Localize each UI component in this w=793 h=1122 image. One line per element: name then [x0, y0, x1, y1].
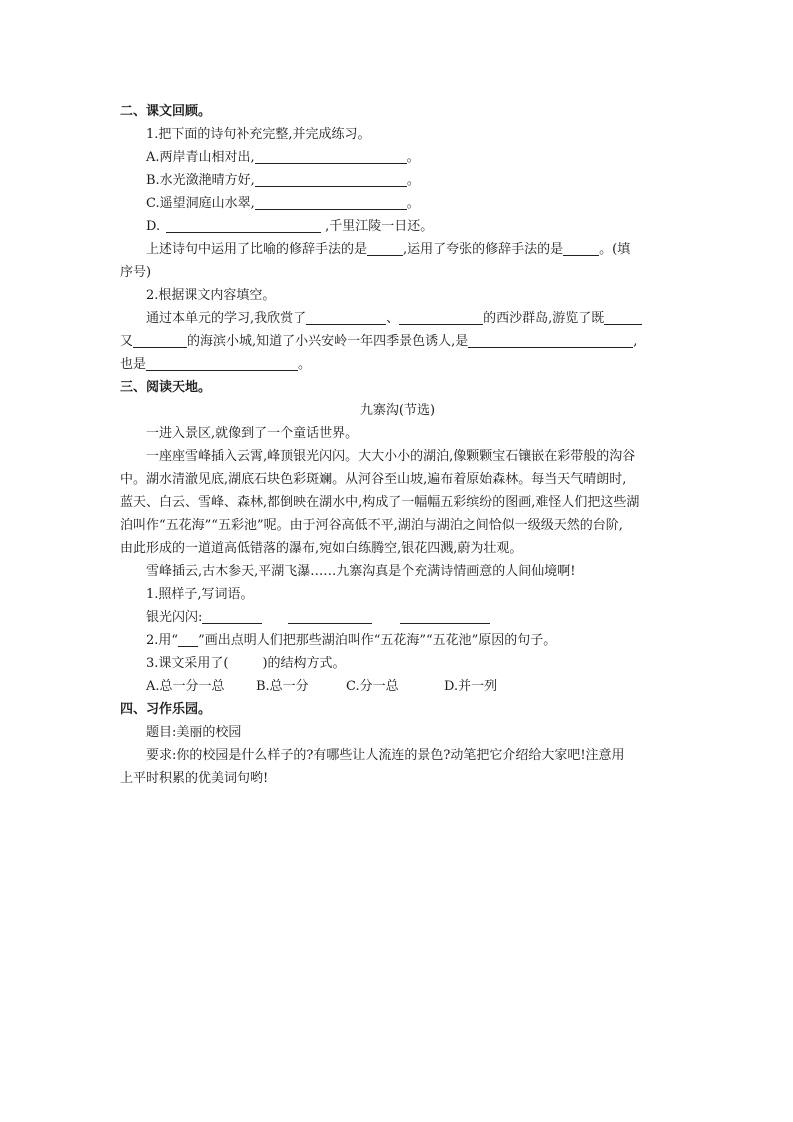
hyperbole-blank[interactable]	[563, 240, 599, 256]
option-d[interactable]: D.并一列	[444, 679, 498, 694]
article-title: 九寨沟(节选)	[359, 403, 436, 418]
poem-c-period: 。	[406, 196, 420, 211]
section-4-title: 四、习作乐园。	[120, 702, 212, 717]
q2-p2: 、	[386, 311, 400, 326]
q2-line-2	[120, 330, 675, 353]
word-blank-3[interactable]	[400, 608, 490, 624]
q2-blank-4[interactable]	[133, 332, 187, 348]
poem-d-prefix: D.	[146, 219, 161, 234]
reading-q1-line	[120, 606, 675, 629]
reading-q2-line	[120, 629, 675, 652]
poem-c-blank[interactable]	[255, 194, 407, 210]
article-para-2-line-4: 泊叫作“五花海”“五彩池”呢。由于河谷高低不平,湖泊与湖泊之间恰似一级级天然的台阶,	[120, 518, 623, 533]
rhetoric-q-part3: 。(填	[599, 242, 631, 257]
option-b[interactable]: B.总一分	[256, 679, 309, 694]
q2-blank-1[interactable]	[306, 309, 386, 325]
article-para-3: 雪峰插云,古木参天,平湖飞瀑……九寨沟真是个充满诗情画意的人间仙境啊!	[146, 564, 576, 579]
poem-line-c	[120, 192, 675, 215]
worksheet-page	[120, 100, 675, 790]
q2-p7: 也是	[120, 357, 147, 372]
reading-q3-before: 3.课文采用了(	[146, 656, 229, 671]
section-3-title: 三、阅读天地。	[120, 380, 212, 395]
q2-p8: 。	[298, 357, 312, 372]
poem-line-d	[120, 215, 675, 238]
q2-blank-2[interactable]	[399, 309, 483, 325]
option-a[interactable]: A.总一分一总	[146, 679, 225, 694]
q2-blank-3[interactable]	[604, 309, 642, 325]
rhetoric-q-part1: 上述诗句中运用了比喻的修辞手法的是	[146, 242, 368, 257]
reading-q3-options	[120, 675, 675, 698]
poem-b-blank[interactable]	[255, 171, 407, 187]
q2-line-3	[120, 353, 675, 376]
article-para-2-line-2: 中。湖水清澈见底,湖底石块色彩斑斓。从河谷至山坡,遍布着原始森林。每当天气晴朗时,	[120, 472, 627, 487]
article-para-2-line-5: 由此形成的一道道高低错落的瀑布,宛如白练腾空,银花四溅,蔚为壮观。	[120, 541, 523, 556]
rhetoric-question-line-2: 序号)	[120, 265, 152, 280]
section-2-title: 二、课文回顾。	[120, 104, 212, 119]
underline-sample	[178, 633, 198, 647]
q2-p5: 的海滨小城,知道了小兴安岭一年四季景色诱人,是	[187, 334, 469, 349]
q2-blank-5[interactable]	[468, 332, 633, 348]
poem-c-text: C.遥望洞庭山水翠,	[146, 196, 255, 211]
rhetoric-question-line	[120, 238, 675, 261]
q2-p1: 通过本单元的学习,我欣赏了	[146, 311, 307, 326]
q2-blank-6[interactable]	[146, 355, 298, 371]
poem-d-suffix: ,千里江陵一日还。	[325, 219, 434, 234]
article-para-1: 一进入景区,就像到了一个童话世界。	[146, 426, 359, 441]
q2-line-1	[120, 307, 675, 330]
metaphor-blank[interactable]	[367, 240, 403, 256]
poem-b-text: B.水光潋滟晴方好,	[146, 173, 255, 188]
rhetoric-q-part2: ,运用了夸张的修辞手法的是	[403, 242, 564, 257]
poem-b-period: 。	[406, 173, 420, 188]
q2-p3: 的西沙群岛,游览了既	[483, 311, 605, 326]
reading-q2-before: 2.用“	[146, 633, 179, 648]
word-blank-1[interactable]	[202, 608, 262, 624]
reading-q1-stem: 1.照样子,写词语。	[146, 587, 254, 602]
reading-q3-line	[120, 652, 675, 675]
poem-line-b	[120, 169, 675, 192]
q2-p6: ,	[633, 334, 638, 349]
q1-stem: 1.把下面的诗句补充完整,并完成练习。	[146, 127, 371, 142]
poem-a-period: 。	[406, 150, 420, 165]
reading-q3-after: )的结构方式。	[262, 656, 346, 671]
poem-d-blank[interactable]	[166, 217, 321, 233]
option-c[interactable]: C.分一总	[346, 679, 399, 694]
reading-q2-after: ”画出点明人们把那些湖泊叫作“五花海”“五花池”原因的句子。	[198, 633, 557, 648]
poem-line-a	[120, 146, 675, 169]
essay-requirement-line-2: 上平时积累的优美词句哟!	[120, 771, 269, 786]
word-blank-2[interactable]	[288, 608, 372, 624]
poem-a-blank[interactable]	[255, 148, 407, 164]
poem-a-text: A.两岸青山相对出,	[146, 150, 255, 165]
q2-stem: 2.根据课文内容填空。	[146, 288, 276, 303]
reading-q1-example: 银光闪闪:	[146, 610, 203, 625]
q2-p4: 又	[120, 334, 134, 349]
article-para-2-line-3: 蓝天、白云、雪峰、森林,都倒映在湖水中,构成了一幅幅五彩缤纷的图画,难怪人们把这些湖	[120, 495, 640, 510]
essay-requirement-line-1: 要求:你的校园是什么样子的?有哪些让人流连的景色?动笔把它介绍给大家吧!注意用	[146, 748, 625, 763]
essay-topic: 题目:美丽的校园	[146, 725, 242, 740]
article-para-2-line-1: 一座座雪峰插入云霄,峰顶银光闪闪。大大小小的湖泊,像颗颗宝石镶嵌在彩带般的沟谷	[146, 449, 636, 464]
